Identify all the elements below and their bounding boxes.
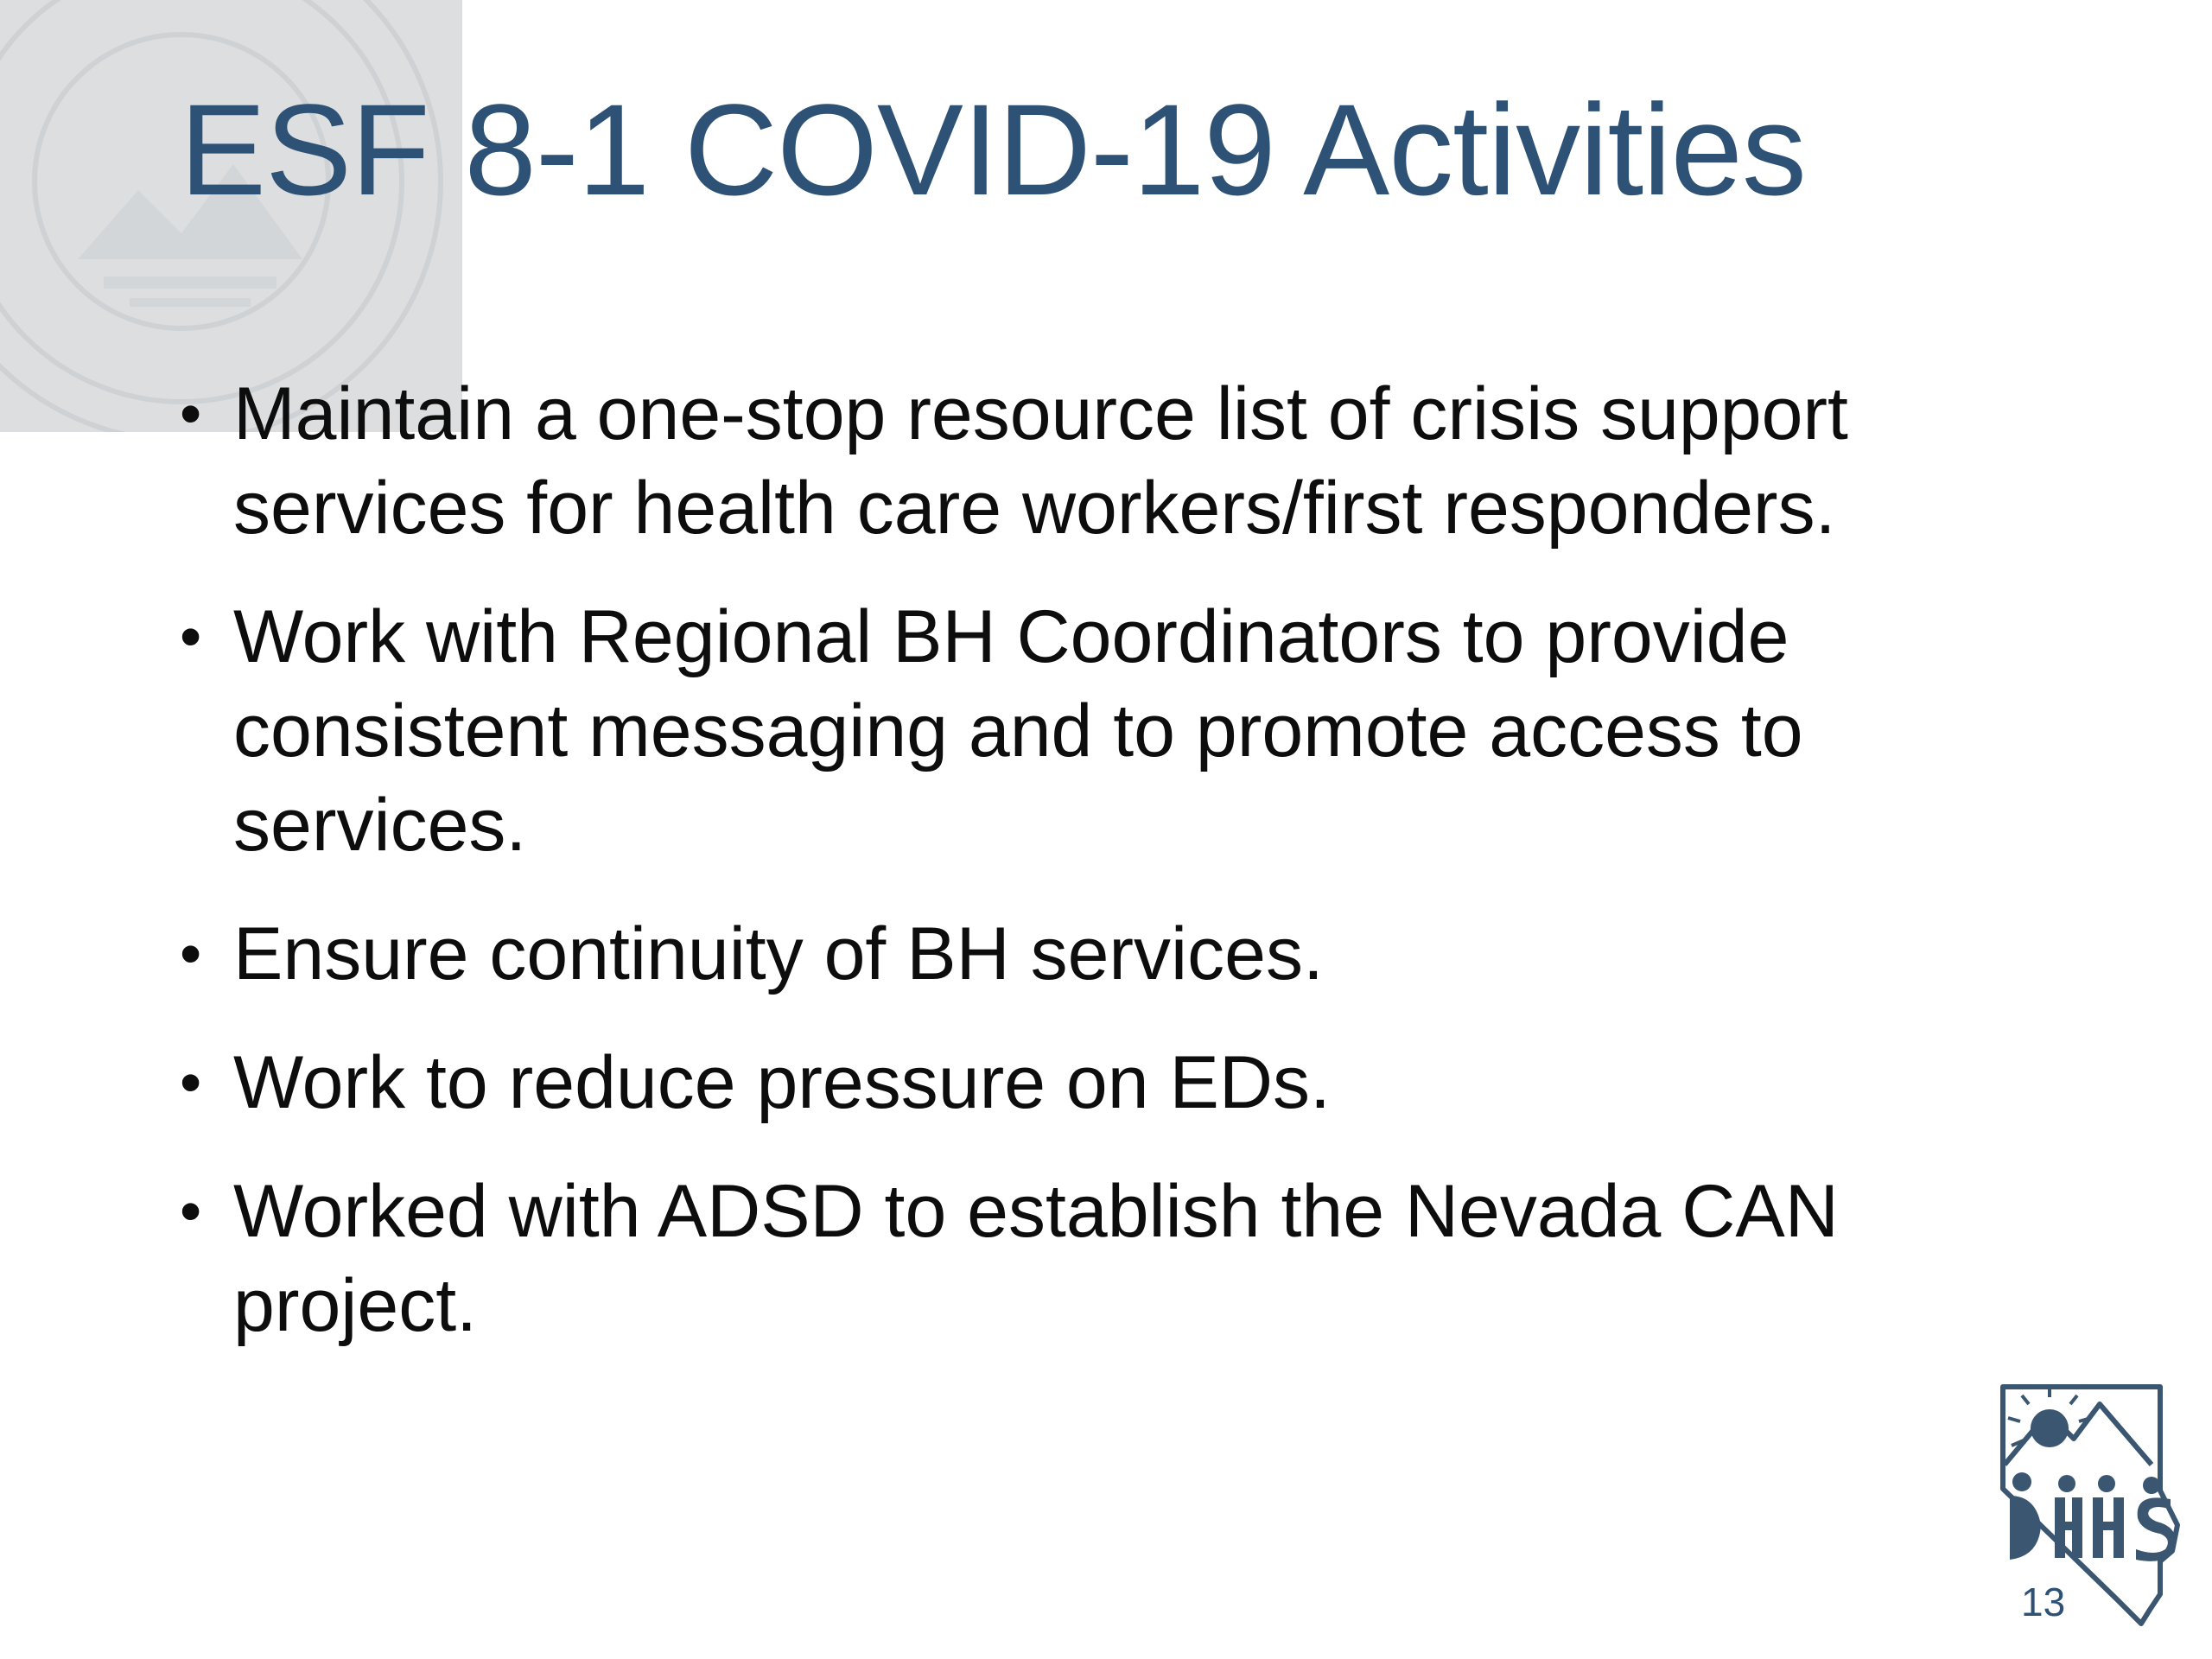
bullet-item bbox=[173, 1165, 2031, 1353]
bullet-text: Ensure continuity of BH services. bbox=[233, 912, 1324, 995]
page-number: 13 bbox=[2018, 1579, 2069, 1625]
bullet-text: Work to reduce pressure on EDs. bbox=[233, 1041, 1331, 1124]
bullet-item bbox=[173, 590, 2031, 873]
bullet-text: Worked with ADSD to establish the Nevada CAN project. bbox=[233, 1170, 1839, 1347]
bullet-marker: • bbox=[180, 1177, 202, 1246]
bullet-item bbox=[173, 1036, 2031, 1130]
slide-title: ESF 8-1 COVID-19 Activities bbox=[180, 77, 1806, 222]
bullet-item bbox=[173, 907, 2031, 1001]
bullet-list bbox=[173, 367, 2031, 1388]
bullet-marker: • bbox=[180, 1048, 202, 1117]
bullet-text: Maintain a one-stop resource list of crisis support services for health care workers/first responders. bbox=[233, 372, 1848, 550]
bullet-text: Work with Regional BH Coordinators to provide consistent messaging and to promote access to services. bbox=[233, 595, 1803, 867]
bullet-marker: • bbox=[180, 919, 202, 988]
bullet-marker: • bbox=[180, 379, 202, 448]
bullet-marker: • bbox=[180, 602, 202, 671]
bullet-item bbox=[173, 367, 2031, 556]
